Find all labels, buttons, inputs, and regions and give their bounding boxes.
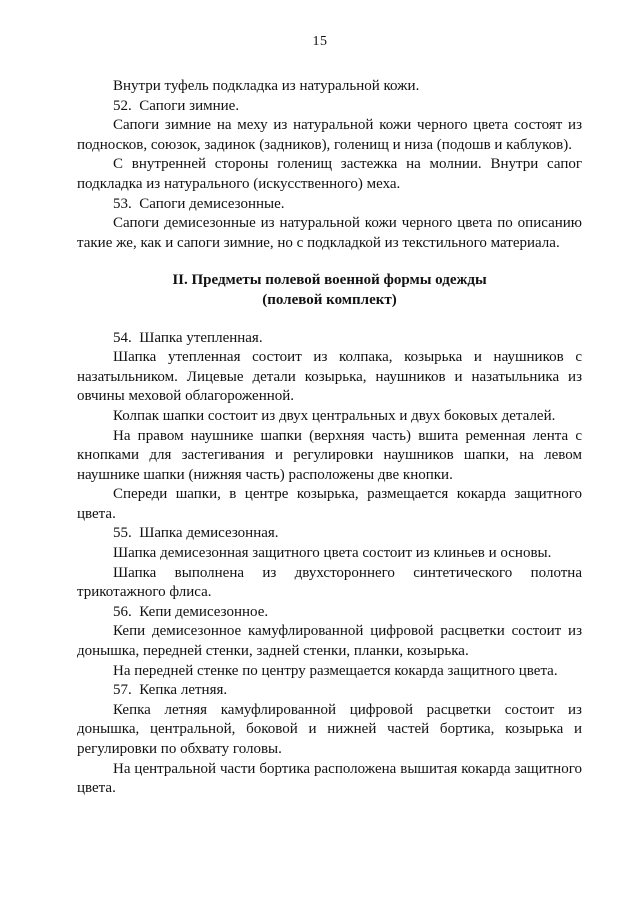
paragraph: Кепи демисезонное камуфлированной цифровой расцветки состоит из донышка, передней стенки, задней стенки, планки, козырька.	[77, 623, 582, 660]
paragraph: Сапоги демисезонные из натуральной кожи черного цвета по описанию такие же, как и сапоги зимние, но с подкладкой из текстильного материала.	[77, 215, 582, 251]
paragraph: На правом наушнике шапки (верхняя часть) вшита ременная лента с кнопками для застегивания и регулировки наушников шапки, на левом наушнике шапки (нижняя часть) расположены две кнопки.	[77, 427, 582, 483]
item-heading-53: 53. Сапоги демисезонные.	[113, 195, 285, 212]
spacer	[77, 311, 582, 329]
paragraph: Спереди шапки, в центре козырька, размещается кокарда защитного цвета.	[77, 486, 582, 522]
item-heading-52: 52. Сапоги зимние.	[113, 97, 240, 114]
paragraph: Шапка утепленная состоит из колпака, козырька и наушников с назатыльником. Лицевые детали козырька, наушников и назатыльника из овчины меховой облагороженной.	[77, 349, 582, 405]
paragraph: Колпак шапки состоит из двух центральных и двух боковых деталей.	[113, 407, 556, 424]
item-heading-55: 55. Шапка демисезонная.	[113, 525, 279, 542]
paragraph: Сапоги зимние на меху из натуральной кожи черного цвета состоят из подносков, союзок, задинок (задников), голенищ и низа (подошв и каблуков).	[77, 117, 582, 153]
page-number: 15	[312, 34, 328, 49]
paragraph: На передней стенке по центру размещается кокарда защитного цвета.	[113, 662, 558, 679]
document-body	[77, 77, 582, 799]
paragraph: Шапка выполнена из двухстороннего синтетического полотна трикотажного флиса.	[77, 564, 582, 601]
section-heading-line2: (полевой комплект)	[262, 291, 397, 308]
spacer	[77, 253, 582, 271]
item-heading-57: 57. Кепка летняя.	[113, 682, 228, 699]
section-heading-line1: II. Предметы полевой военной формы одежды	[172, 272, 487, 289]
paragraph: Шапка демисезонная защитного цвета состоит из клиньев и основы.	[113, 545, 552, 562]
paragraph: С внутренней стороны голенищ застежка на молнии. Внутри сапог подкладка из натурального (искусственного) меха.	[77, 156, 582, 192]
paragraph: На центральной части бортика расположена вышитая кокарда защитного цвета.	[77, 760, 582, 797]
item-heading-56: 56. Кепи демисезонное.	[113, 603, 269, 620]
item-heading-54: 54. Шапка утепленная.	[113, 329, 263, 346]
paragraph: Внутри туфель подкладка из натуральной кожи.	[113, 78, 420, 94]
paragraph: Кепка летняя камуфлированной цифровой расцветки состоит из донышка, центральной, боковой и нижней частей бортика, козырька и регулировки по обхвату головы.	[77, 701, 582, 757]
